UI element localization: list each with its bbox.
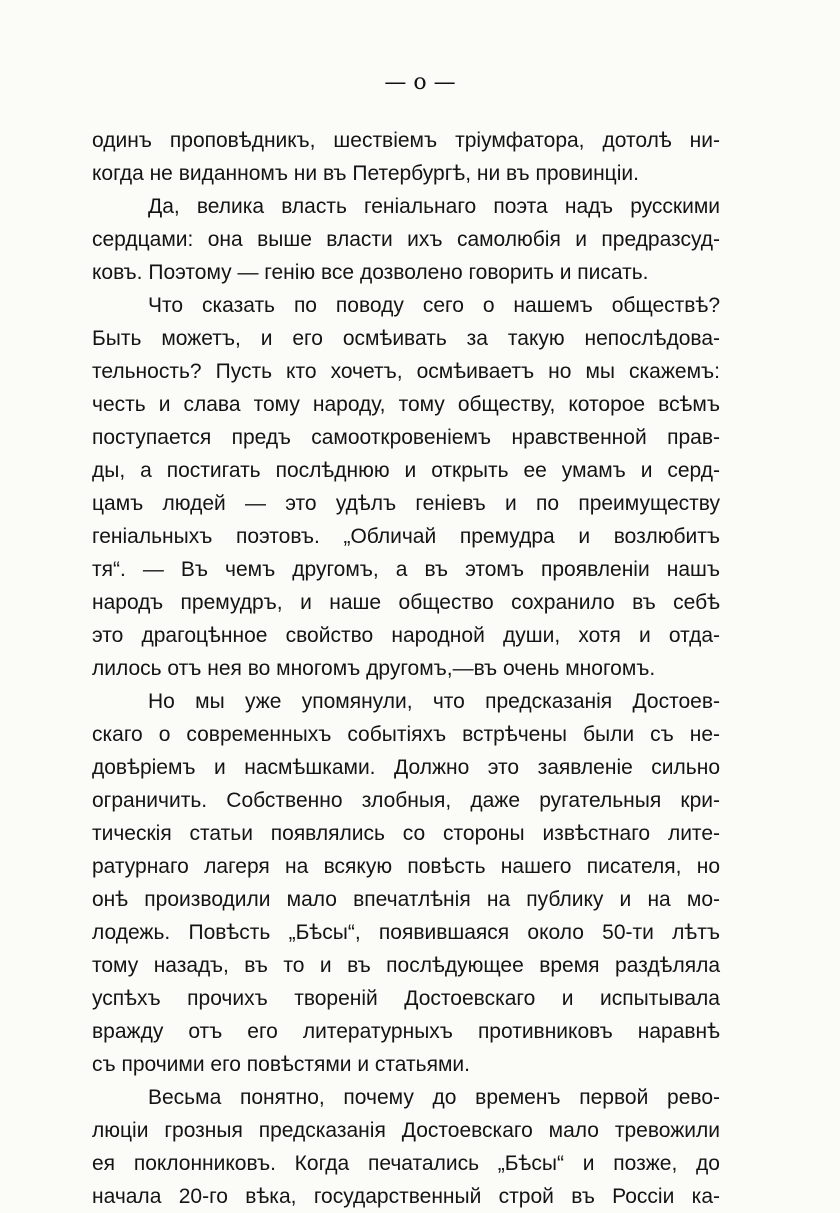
page-number-header: — о —	[384, 70, 456, 95]
text-line: Что сказать по поводу сего о нашемъ обществѣ?	[148, 294, 720, 317]
text-line: Весьма понятно, почему до временъ первой рево-	[148, 1086, 720, 1109]
text-line: начала 20-го вѣка, государственный строй въ Россіи ка-	[92, 1185, 720, 1208]
text-line: лодежь. Повѣсть „Бѣсы“, появившаяся около 50-ти лѣтъ	[92, 921, 720, 944]
text-line: поступается предъ самооткровеніемъ нравственной прав-	[92, 426, 720, 449]
text-line: лилось отъ нея во многомъ другомъ,—въ очень многомъ.	[92, 657, 656, 680]
text-line: люціи грозныя предсказанія Достоевскаго мало тревожили	[92, 1119, 720, 1142]
text-line: Быть можетъ, и его осмѣивать за такую непослѣдова-	[92, 327, 720, 350]
text-line: тическія статьи появлялись со стороны извѣстнаго лите-	[92, 822, 720, 845]
text-line: тя“. — Въ чемъ другомъ, а въ этомъ проявленіи нашъ	[92, 558, 720, 581]
text-line: ковъ. Поэтому — генію все дозволено говорить и писать.	[92, 261, 649, 284]
text-line: ды, а постигать послѣднюю и открыть ее умамъ и серд-	[92, 459, 720, 482]
text-line: успѣхъ прочихъ твореній Достоевскаго и испытывала	[92, 987, 720, 1010]
text-line: Да, велика власть геніальнаго поэта надъ русскими	[148, 195, 720, 218]
text-line: скаго о современныхъ событіяхъ встрѣчены были съ не-	[92, 723, 720, 746]
text-line: цамъ людей — это удѣлъ геніевъ и по преимуществу	[92, 492, 720, 515]
text-line: онѣ производили мало впечатлѣнія на публику и на мо-	[92, 888, 720, 911]
text-line: это драгоцѣнное свойство народной души, хотя и отда-	[92, 624, 720, 647]
text-line: ограничить. Собственно злобныя, даже ругательныя кри-	[92, 789, 720, 812]
text-line: честь и слава тому народу, тому обществу, которое всѣмъ	[92, 393, 720, 416]
body-text	[92, 124, 720, 1213]
text-line: когда не виданномъ ни въ Петербургѣ, ни въ провинціи.	[92, 162, 639, 185]
text-line: тому назадъ, въ то и въ послѣдующее время раздѣляла	[92, 954, 720, 977]
text-line: вражду отъ его литературныхъ противниковъ наравнѣ	[92, 1020, 720, 1043]
text-line: съ прочими его повѣстями и статьями.	[92, 1053, 470, 1076]
text-line: ратурнаго лагеря на всякую повѣсть нашего писателя, но	[92, 855, 720, 878]
text-line: сердцами: она выше власти ихъ самолюбія и предразсуд-	[92, 228, 720, 251]
text-line: довѣріемъ и насмѣшками. Должно это заявленіе сильно	[92, 756, 720, 779]
text-line: ея поклонниковъ. Когда печатались „Бѣсы“ и позже, до	[92, 1152, 720, 1175]
text-line: одинъ проповѣдникъ, шествіемъ тріумфатора, дотолѣ ни-	[92, 129, 720, 152]
text-line: тельность? Пусть кто хочетъ, осмѣиваетъ но мы скажемъ:	[92, 360, 720, 383]
text-line: народъ премудръ, и наше общество сохранило въ себѣ	[92, 591, 720, 614]
text-line: геніальныхъ поэтовъ. „Обличай премудра и возлюбитъ	[92, 525, 720, 548]
text-line: Но мы уже упомянули, что предсказанія Достоев-	[148, 690, 720, 713]
